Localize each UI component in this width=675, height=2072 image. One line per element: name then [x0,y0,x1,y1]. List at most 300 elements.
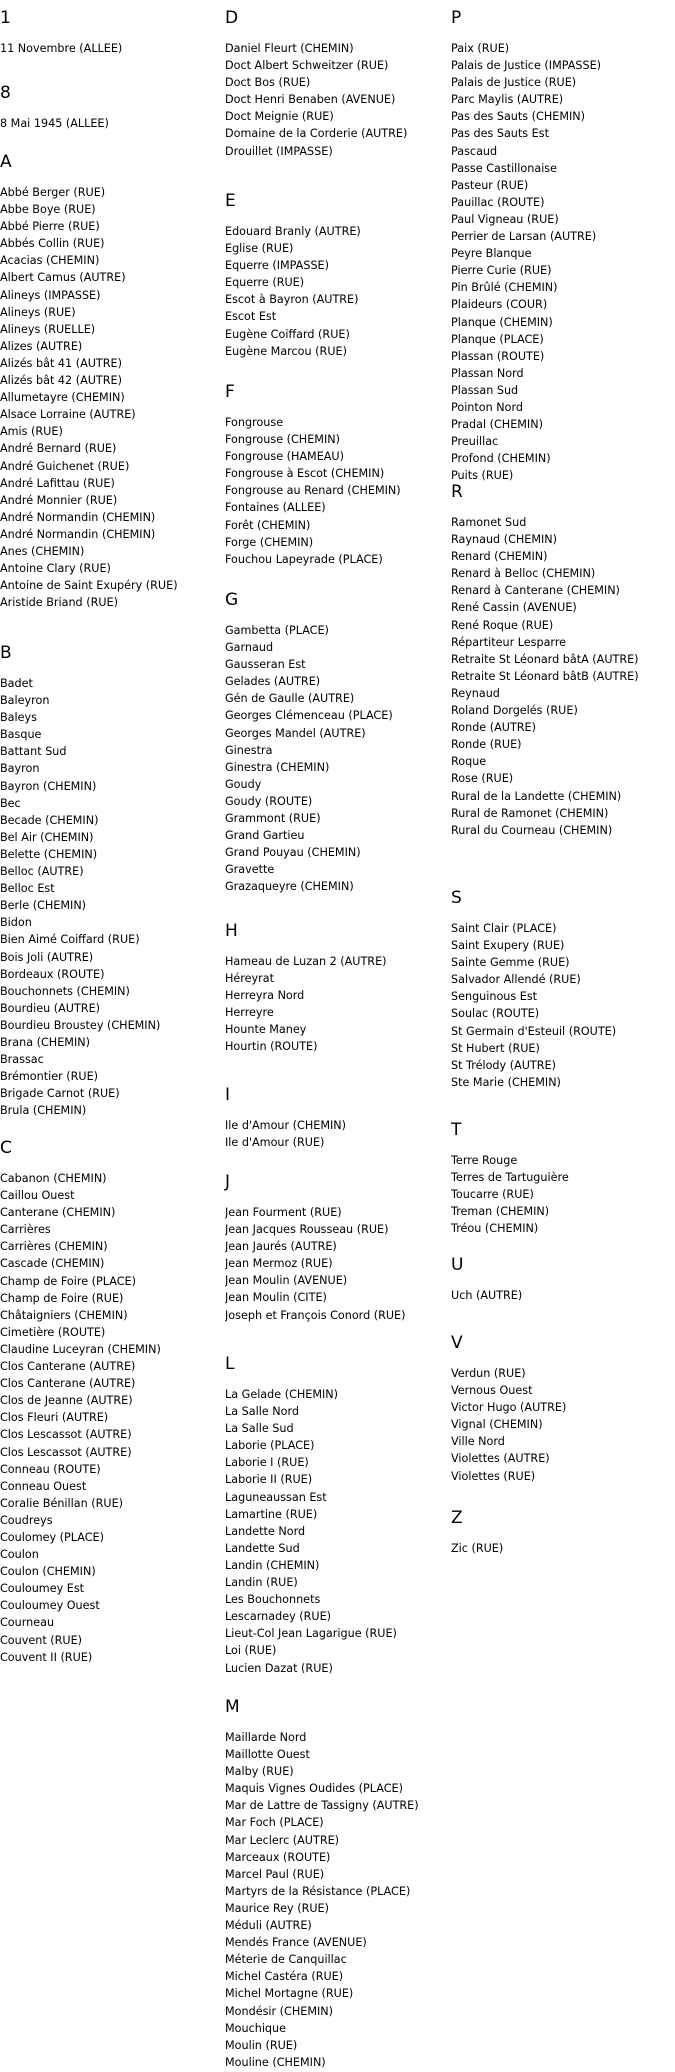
street-link[interactable]: Equerre (IMPASSE) [225,259,329,273]
street-list [225,414,445,568]
street-link[interactable]: Terre Rouge [451,1154,518,1167]
street-link[interactable]: Pierre Curie (RUE) [451,264,552,278]
street-link[interactable]: Grand Pouyau (CHEMIN) [225,846,361,860]
letter-section [225,382,445,568]
street-link[interactable]: Uch (AUTRE) [451,1289,523,1302]
letter-section [225,8,445,160]
street-link[interactable]: Basque [0,728,42,742]
street-link[interactable]: Rural de Ramonet (CHEMIN) [451,806,609,820]
letter-section [451,888,671,1091]
street-link[interactable]: Carrières (CHEMIN) [0,1240,108,1254]
letter-section [451,1255,671,1304]
street-link[interactable]: Tréou (CHEMIN) [451,1222,539,1236]
street-link[interactable]: Acacias (CHEMIN) [0,254,100,268]
street-link[interactable]: Pointon Nord [451,400,523,414]
street-link[interactable]: Mouchique [225,2021,287,2035]
street-link[interactable]: Baleyron [0,694,50,708]
street-link[interactable]: Bayron (CHEMIN) [0,779,97,793]
street-link[interactable]: Claudine Luceyran (CHEMIN) [0,1342,161,1356]
street-link[interactable]: Baleys [0,711,37,725]
street-link[interactable]: 8 Mai 1945 (ALLEE) [0,117,109,130]
street-link[interactable]: Michel Castéra (RUE) [225,1970,344,1984]
street-link[interactable]: Parc Maylis (AUTRE) [451,93,564,107]
street-link[interactable]: Maquis Vignes Oudides (PLACE) [225,1782,403,1796]
street-link[interactable]: Hounte Maney [225,1023,307,1037]
letter-section [0,8,220,57]
street-link[interactable]: Bien Aimé Coiffard (RUE) [0,933,140,947]
street-link[interactable]: Paul Vigneau (RUE) [451,212,559,226]
street-link[interactable]: Peyre Blanque [451,247,532,261]
street-link[interactable]: Champ de Foire (RUE) [0,1291,124,1305]
street-link[interactable]: Lamartine (RUE) [225,1507,318,1521]
street-link[interactable]: Jean Jaurés (AUTRE) [225,1240,337,1254]
street-link[interactable]: Domaine de la Corderie (AUTRE) [225,127,408,141]
street-link[interactable]: Bel Air (CHEMIN) [0,830,94,844]
street-link[interactable]: Fontaines (ALLEE) [225,501,326,515]
section-letter-heading: A [0,152,12,172]
street-link[interactable]: Preuillac [451,435,499,449]
street-link[interactable]: St Germain d'Esteuil (ROUTE) [451,1024,617,1038]
street-link[interactable]: Gausseran Est [225,658,306,672]
street-link[interactable]: Garnaud [225,641,274,655]
street-link[interactable]: Retraite St Léonard bâtB (AUTRE) [451,669,639,683]
street-link[interactable]: Sainte Gemme (RUE) [451,956,570,970]
street-link[interactable]: Bordeaux (ROUTE) [0,967,105,981]
street-link[interactable]: Lieut-Col Jean Lagarigue (RUE) [225,1627,397,1641]
letter-section [225,1354,445,1677]
street-link[interactable]: Conneau (ROUTE) [0,1462,101,1476]
street-link[interactable]: Hameau de Luzan 2 (AUTRE) [225,955,387,968]
street-list [225,1204,445,1324]
street-link[interactable]: Paix (RUE) [451,42,510,55]
street-link[interactable]: Pauillac (ROUTE) [451,195,545,209]
street-link[interactable]: Gravette [225,863,275,877]
street-link[interactable]: Soulac (ROUTE) [451,1007,540,1021]
street-link[interactable]: Georges Mandel (AUTRE) [225,726,366,740]
street-link[interactable]: Coulomey (PLACE) [0,1530,104,1544]
street-link[interactable]: Loi (RUE) [225,1644,277,1658]
street-link[interactable]: Edouard Branly (AUTRE) [225,225,361,238]
street-link[interactable]: André Lafittau (RUE) [0,476,115,490]
street-link[interactable]: Bourdieu (AUTRE) [0,1001,100,1015]
street-link[interactable]: Victor Hugo (AUTRE) [451,1401,567,1415]
street-link[interactable]: Raynaud (CHEMIN) [451,533,558,547]
street-link[interactable]: Rural du Courneau (CHEMIN) [451,823,613,837]
street-link[interactable]: La Salle Sud [225,1422,294,1436]
street-link[interactable]: Belloc Est [0,882,55,896]
street-link[interactable]: Becade (CHEMIN) [0,813,99,827]
street-link[interactable]: Jean Moulin (CITE) [225,1291,327,1305]
street-link[interactable]: Laborie I (RUE) [225,1456,309,1470]
street-link[interactable]: Michel Mortagne (RUE) [225,1987,354,2001]
street-link[interactable]: Roque [451,755,487,769]
street-link[interactable]: Alineys (RUE) [0,305,76,319]
street-link[interactable]: Escot Est [225,310,277,324]
street-link[interactable]: Gambetta (PLACE) [225,624,329,637]
street-link[interactable]: Forêt (CHEMIN) [225,518,311,532]
street-link[interactable]: Caillou Ouest [0,1189,75,1203]
street-link[interactable]: Alizes (AUTRE) [0,339,83,353]
section-letter-heading: G [225,590,239,610]
street-link[interactable]: Palais de Justice (IMPASSE) [451,59,602,73]
street-link[interactable]: Lescarnadey (RUE) [225,1610,332,1624]
street-link[interactable]: Ile d'Amour (RUE) [225,1136,325,1150]
street-link[interactable]: Couloumey Ouest [0,1599,100,1613]
street-link[interactable]: Champ de Foire (PLACE) [0,1274,136,1288]
street-link[interactable]: Marcel Paul (RUE) [225,1867,325,1881]
street-link[interactable]: Couvent (RUE) [0,1633,83,1647]
street-link[interactable]: Ronde (AUTRE) [451,721,536,735]
street-list [225,1117,445,1151]
street-link[interactable]: Mondésir (CHEMIN) [225,2004,334,2018]
street-link[interactable]: Equerre (RUE) [225,276,305,290]
section-letter-heading: H [225,921,238,941]
street-link[interactable]: Vignal (CHEMIN) [451,1418,543,1432]
street-link[interactable]: Saint Clair (PLACE) [451,922,557,935]
letter-section [225,1697,445,2071]
street-link[interactable]: Violettes (RUE) [451,1469,536,1483]
street-link[interactable]: René Cassin (AVENUE) [451,601,577,615]
street-link[interactable]: Vernous Ouest [451,1384,533,1398]
street-link[interactable]: Fouchou Lapeyrade (PLACE) [225,552,383,566]
street-link[interactable]: Gén de Gaulle (AUTRE) [225,692,355,706]
letter-section [451,1333,671,1485]
street-link[interactable]: Rose (RUE) [451,772,514,786]
street-list [0,40,220,57]
street-list [225,953,445,1056]
street-link[interactable]: Ste Marie (CHEMIN) [451,1075,561,1089]
street-link[interactable]: Violettes (AUTRE) [451,1452,550,1466]
street-link[interactable]: Mouline (CHEMIN) [225,2055,326,2069]
street-link[interactable]: Abbe Boye (RUE) [0,203,96,217]
street-link[interactable]: Alineys (RUELLE) [0,322,96,336]
street-link[interactable]: St Trélody (AUTRE) [451,1058,556,1072]
street-link[interactable]: Puits (RUE) [451,469,514,483]
street-link[interactable]: Cabanon (CHEMIN) [0,1172,107,1185]
street-link[interactable]: Clos Canterane (AUTRE) [0,1377,136,1391]
letter-section [0,1138,220,1666]
street-link[interactable]: Plassan Nord [451,366,524,380]
street-link[interactable]: Martyrs de la Résistance (PLACE) [225,1884,411,1898]
street-link[interactable]: Jean Mermoz (RUE) [225,1257,333,1271]
street-link[interactable]: Maurice Rey (RUE) [225,1901,329,1915]
street-link[interactable]: Georges Clémenceau (PLACE) [225,709,393,723]
street-link[interactable]: Brassac [0,1053,44,1067]
section-letter-heading: V [451,1333,463,1353]
street-link[interactable]: Planque (CHEMIN) [451,315,553,329]
street-link[interactable]: Coulon (CHEMIN) [0,1565,96,1579]
street-link[interactable]: René Roque (RUE) [451,618,554,632]
street-link[interactable]: Alizés bât 42 (AUTRE) [0,374,122,388]
street-list [451,1152,671,1237]
street-link[interactable]: Landin (CHEMIN) [225,1558,320,1572]
street-list [451,514,671,839]
street-link[interactable]: Amis (RUE) [0,425,63,439]
street-link[interactable]: Renard à Belloc (CHEMIN) [451,567,596,581]
street-link[interactable]: Pas des Sauts Est [451,127,549,141]
street-link[interactable]: Marceaux (ROUTE) [225,1850,331,1864]
street-link[interactable]: Plaideurs (COUR) [451,298,548,312]
street-link[interactable]: Clos Lescassot (AUTRE) [0,1445,132,1459]
street-link[interactable]: Plassan (ROUTE) [451,349,545,363]
street-link[interactable]: Coulon [0,1548,39,1562]
street-link[interactable]: Répartiteur Lesparre [451,635,567,649]
street-link[interactable]: Plassan Sud [451,383,519,397]
street-link[interactable]: André Guichenet (RUE) [0,459,130,473]
street-link[interactable]: Carrières [0,1223,51,1237]
street-link[interactable]: Planque (PLACE) [451,332,544,346]
letter-section [225,921,445,1056]
street-link[interactable]: Laborie (PLACE) [225,1439,315,1453]
street-link[interactable]: Châtaigniers (CHEMIN) [0,1308,128,1322]
street-link[interactable]: Couloumey Est [0,1582,85,1596]
street-link[interactable]: Clos Canterane (AUTRE) [0,1360,136,1374]
street-link[interactable]: Herreyre [225,1006,274,1020]
street-link[interactable]: Brigade Carnot (RUE) [0,1087,120,1101]
street-link[interactable]: André Monnier (RUE) [0,493,118,507]
street-link[interactable]: Renard à Canterane (CHEMIN) [451,584,620,598]
letter-section [225,1085,445,1151]
street-link[interactable]: Zic (RUE) [451,1542,504,1555]
street-list [225,622,445,896]
street-link[interactable]: Clos Fleuri (AUTRE) [0,1411,109,1425]
street-link[interactable]: Belette (CHEMIN) [0,847,98,861]
street-list [225,1729,445,2071]
street-link[interactable]: Berle (CHEMIN) [0,899,87,913]
street-link[interactable]: Jean Jacques Rousseau (RUE) [225,1223,389,1237]
street-link[interactable]: Mendés France (AVENUE) [225,1936,367,1950]
street-list [225,40,445,160]
letter-section [225,191,445,360]
street-link[interactable]: Escot à Bayron (AUTRE) [225,293,359,307]
section-letter-heading: E [225,191,236,211]
street-link[interactable]: Senguinous Est [451,990,538,1004]
street-link[interactable]: Ronde (RUE) [451,738,522,752]
street-link[interactable]: Daniel Fleurt (CHEMIN) [225,42,354,55]
street-list [0,675,220,1119]
street-list [451,1287,671,1304]
street-link[interactable]: Maillotte Ouest [225,1748,310,1762]
street-link[interactable]: Clos de Jeanne (AUTRE) [0,1394,133,1408]
street-link[interactable]: Pradal (CHEMIN) [451,418,543,432]
street-list [451,920,671,1091]
street-link[interactable]: Malby (RUE) [225,1765,294,1779]
street-link[interactable]: Drouillet (IMPASSE) [225,144,333,158]
street-link[interactable]: Terres de Tartuguière [451,1171,569,1185]
street-link[interactable]: Landette Nord [225,1524,306,1538]
street-link[interactable]: Doct Albert Schweitzer (RUE) [225,59,389,73]
street-link[interactable]: Bidon [0,916,32,930]
street-link[interactable]: Ville Nord [451,1435,505,1449]
street-link[interactable]: Doct Bos (RUE) [225,76,311,90]
letter-section [0,152,220,611]
street-link[interactable]: Eugène Coiffard (RUE) [225,327,350,341]
street-link[interactable]: Alineys (IMPASSE) [0,288,101,302]
street-link[interactable]: Roland Dorgelés (RUE) [451,704,578,718]
street-link[interactable]: Saint Exupery (RUE) [451,939,565,953]
street-link[interactable]: Doct Henri Benaben (AVENUE) [225,93,396,107]
street-link[interactable]: Albert Camus (AUTRE) [0,271,126,285]
street-link[interactable]: André Normandin (CHEMIN) [0,527,156,541]
letter-section [225,590,445,896]
street-link[interactable]: Alsace Lorraine (AUTRE) [0,408,136,422]
street-link[interactable]: Aristide Briand (RUE) [0,596,118,610]
street-link[interactable]: Reynaud [451,686,500,700]
street-link[interactable]: Bourdieu Broustey (CHEMIN) [0,1018,161,1032]
street-link[interactable]: Fongrouse [225,416,284,429]
street-link[interactable]: Méterie de Canquillac [225,1953,347,1967]
section-letter-heading: I [225,1085,231,1105]
street-link[interactable]: Toucarre (RUE) [451,1188,534,1202]
section-letter-heading: U [451,1255,464,1275]
section-letter-heading: M [225,1697,240,1717]
section-letter-heading: F [225,382,235,402]
street-link[interactable]: Bois Joli (AUTRE) [0,950,94,964]
street-link[interactable]: Couvent II (RUE) [0,1650,93,1664]
letter-section [0,83,220,132]
street-link[interactable]: 11 Novembre (ALLEE) [0,42,123,55]
street-link[interactable]: Méduli (AUTRE) [225,1919,312,1933]
street-link[interactable]: Antoine de Saint Exupéry (RUE) [0,579,178,593]
letter-section [451,1508,671,1557]
street-link[interactable]: Herreyra Nord [225,989,305,1003]
street-link[interactable]: Brémontier (RUE) [0,1070,99,1084]
street-link[interactable]: Pin Brûlé (CHEMIN) [451,281,558,295]
street-link[interactable]: Laguneaussan Est [225,1490,327,1504]
street-link[interactable]: Jean Moulin (AVENUE) [225,1274,348,1288]
street-link[interactable]: Eugène Marcou (RUE) [225,344,347,358]
street-link[interactable]: Profond (CHEMIN) [451,452,551,466]
street-link[interactable]: Brula (CHEMIN) [0,1104,87,1118]
street-link[interactable]: Abbés Collin (RUE) [0,237,105,251]
street-list [0,115,220,132]
street-link[interactable]: Moulin (RUE) [225,2038,298,2052]
street-link[interactable]: Gelades (AUTRE) [225,675,321,689]
street-link[interactable]: André Bernard (RUE) [0,442,117,456]
street-link[interactable]: Abbé Pierre (RUE) [0,220,100,234]
street-link[interactable]: Canterane (CHEMIN) [0,1206,116,1220]
street-link[interactable]: Perrier de Larsan (AUTRE) [451,230,597,244]
street-link[interactable]: Joseph et François Conord (RUE) [225,1308,406,1322]
letter-section [225,1172,445,1324]
street-link[interactable]: Fongrouse au Renard (CHEMIN) [225,484,401,498]
street-link[interactable]: Mar Foch (PLACE) [225,1816,324,1830]
letter-section [451,482,671,839]
letter-section [0,643,220,1119]
street-link[interactable]: Alizés bât 41 (AUTRE) [0,356,122,370]
street-link[interactable]: Pas des Sauts (CHEMIN) [451,110,586,124]
street-link[interactable]: Treman (CHEMIN) [451,1205,550,1219]
letter-section [451,1120,671,1237]
street-link[interactable]: Pascaud [451,144,498,158]
street-link[interactable]: Renard (CHEMIN) [451,550,548,564]
street-link[interactable]: Verdun (RUE) [451,1367,526,1380]
street-link[interactable]: Ginestra [225,743,273,757]
street-link[interactable]: Grand Gartieu [225,829,305,843]
section-letter-heading: 8 [0,83,11,103]
street-link[interactable]: Jean Fourment (RUE) [225,1206,342,1219]
street-link[interactable]: Hourtin (ROUTE) [225,1040,318,1054]
street-link[interactable]: Antoine Clary (RUE) [0,562,111,576]
street-link[interactable]: Coudreys [0,1513,53,1527]
street-link[interactable]: Fongrouse (HAMEAU) [225,450,344,464]
street-link[interactable]: La Gelade (CHEMIN) [225,1388,339,1401]
street-list [451,1540,671,1557]
street-link[interactable]: Brana (CHEMIN) [0,1035,90,1049]
section-letter-heading: R [451,482,463,502]
street-link[interactable]: Les Bouchonnets [225,1593,321,1607]
street-link[interactable]: André Normandin (CHEMIN) [0,510,156,524]
street-link[interactable]: Rural de la Landette (CHEMIN) [451,789,622,803]
street-link[interactable]: Abbé Berger (RUE) [0,186,106,199]
street-link[interactable]: Belloc (AUTRE) [0,865,84,879]
street-link[interactable]: Pasteur (RUE) [451,178,529,192]
street-list [451,40,671,484]
street-link[interactable]: Anes (CHEMIN) [0,544,85,558]
street-link[interactable]: Fongrouse (CHEMIN) [225,433,340,447]
section-letter-heading: D [225,8,239,28]
letter-section [451,8,671,484]
street-link[interactable]: Goudy [225,777,262,791]
street-link[interactable]: Fongrouse à Escot (CHEMIN) [225,467,385,481]
section-letter-heading: T [451,1120,462,1140]
street-link[interactable]: Courneau [0,1616,55,1630]
street-link[interactable]: Bayron [0,762,40,776]
section-letter-heading: C [0,1138,12,1158]
street-link[interactable]: Coralie Bénillan (RUE) [0,1496,124,1510]
street-link[interactable]: Bouchonnets (CHEMIN) [0,984,130,998]
street-link[interactable]: Cimetière (ROUTE) [0,1325,106,1339]
street-link[interactable]: Ginestra (CHEMIN) [225,760,330,774]
street-link[interactable]: St Hubert (RUE) [451,1041,540,1055]
street-link[interactable]: Laborie II (RUE) [225,1473,313,1487]
street-link[interactable]: Landin (RUE) [225,1576,298,1590]
street-link[interactable]: Doct Meignie (RUE) [225,110,334,124]
street-link[interactable]: Cascade (CHEMIN) [0,1257,105,1271]
street-link[interactable]: Landette Sud [225,1541,300,1555]
street-link[interactable]: Conneau Ouest [0,1479,87,1493]
street-link[interactable]: Grazaqueyre (CHEMIN) [225,880,354,894]
section-letter-heading: L [225,1354,235,1374]
street-link[interactable]: Goudy (ROUTE) [225,794,313,808]
street-link[interactable]: Lucien Dazat (RUE) [225,1661,333,1675]
street-link[interactable]: Bec [0,796,21,810]
street-link[interactable]: Badet [0,677,33,690]
street-list [225,223,445,360]
section-letter-heading: S [451,888,462,908]
street-link[interactable]: La Salle Nord [225,1405,299,1419]
street-link[interactable]: Grammont (RUE) [225,812,321,826]
street-link[interactable]: Allumetayre (CHEMIN) [0,391,125,405]
street-link[interactable]: Mar de Lattre de Tassigny (AUTRE) [225,1799,419,1813]
street-link[interactable]: Forge (CHEMIN) [225,535,314,549]
section-letter-heading: 1 [0,8,11,28]
street-link[interactable]: Ramonet Sud [451,516,527,529]
street-link[interactable]: Retraite St Léonard bâtA (AUTRE) [451,652,639,666]
street-link[interactable]: Héreyrat [225,972,274,986]
street-link[interactable]: Clos Lescassot (AUTRE) [0,1428,132,1442]
street-link[interactable]: Maillarde Nord [225,1731,307,1744]
street-link[interactable]: Ile d'Amour (CHEMIN) [225,1119,347,1132]
street-link[interactable]: Battant Sud [0,745,67,759]
section-letter-heading: J [225,1172,231,1192]
street-link[interactable]: Eglise (RUE) [225,242,294,256]
street-link[interactable]: Salvador Allendé (RUE) [451,973,581,987]
street-list [225,1386,445,1677]
street-link[interactable]: Mar Leclerc (AUTRE) [225,1833,340,1847]
street-link[interactable]: Palais de Justice (RUE) [451,76,577,90]
street-link[interactable]: Passe Castillonaise [451,161,558,175]
